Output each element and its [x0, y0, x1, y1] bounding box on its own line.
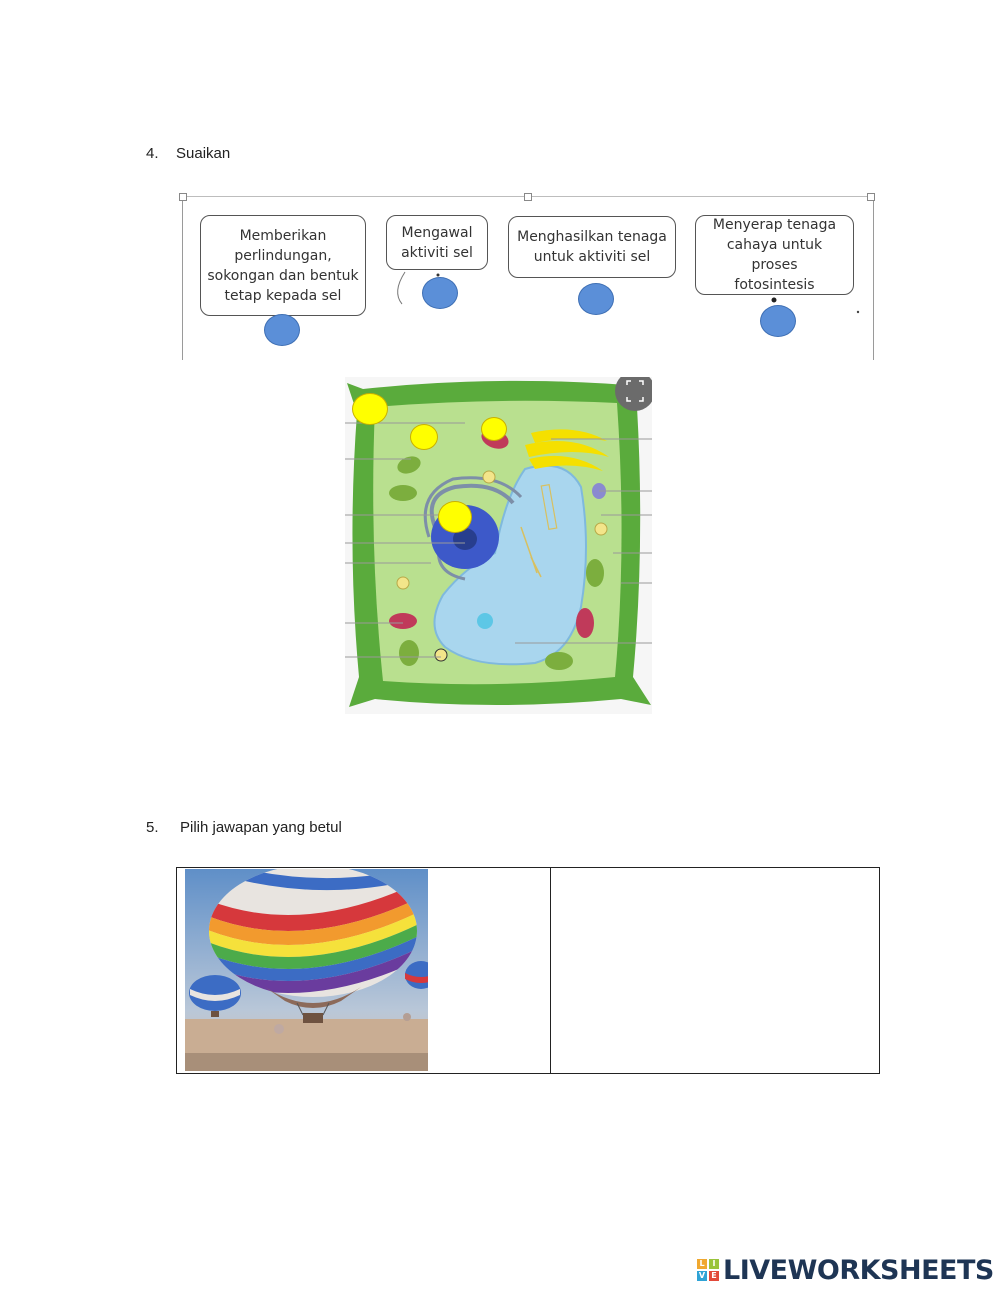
table-divider: [550, 868, 551, 1073]
drop-target-chloroplast[interactable]: [760, 305, 796, 337]
question-5-title: Pilih jawapan yang betul: [180, 819, 342, 836]
drop-target-yellow-2[interactable]: [410, 424, 438, 450]
logo-text: LIVEWORKSHEETS: [723, 1254, 994, 1286]
drop-target-yellow-4[interactable]: [438, 501, 472, 533]
logo-letter-l: L: [697, 1259, 707, 1269]
logo-letter-e: E: [709, 1271, 719, 1281]
match-card-cell-wall: Memberikan perlindungan, sokongan dan bentuk tetap kepada sel: [200, 215, 366, 316]
answer-cell[interactable]: [552, 868, 878, 1073]
match-card-chloroplast: Menyerap tenaga cahaya untuk proses fotosintesis: [695, 215, 854, 295]
hot-air-balloon-photo: [185, 869, 428, 1071]
question-4-title: Suaikan: [176, 145, 231, 162]
logo-mark: [697, 1259, 719, 1281]
question-5-number: 5.: [146, 819, 159, 836]
drop-target-yellow-1[interactable]: [352, 393, 388, 425]
drop-target-yellow-3[interactable]: [481, 417, 507, 441]
answer-table: [176, 867, 880, 1074]
logo-letter-i: I: [709, 1259, 719, 1269]
match-card-nucleus: Mengawal aktiviti sel: [386, 215, 488, 270]
liveworksheets-logo: [697, 1255, 994, 1285]
drop-target-cell-wall[interactable]: [264, 314, 300, 346]
card-leader-lines: [0, 0, 1000, 400]
drop-target-mitochondria[interactable]: [578, 283, 614, 315]
match-card-mitochondria: Menghasilkan tenaga untuk aktiviti sel: [508, 216, 676, 278]
plant-cell-diagram: [345, 377, 652, 714]
logo-letter-v: V: [698, 1271, 706, 1280]
drop-target-nucleus[interactable]: [422, 277, 458, 309]
question-4-number: 4.: [146, 145, 159, 162]
